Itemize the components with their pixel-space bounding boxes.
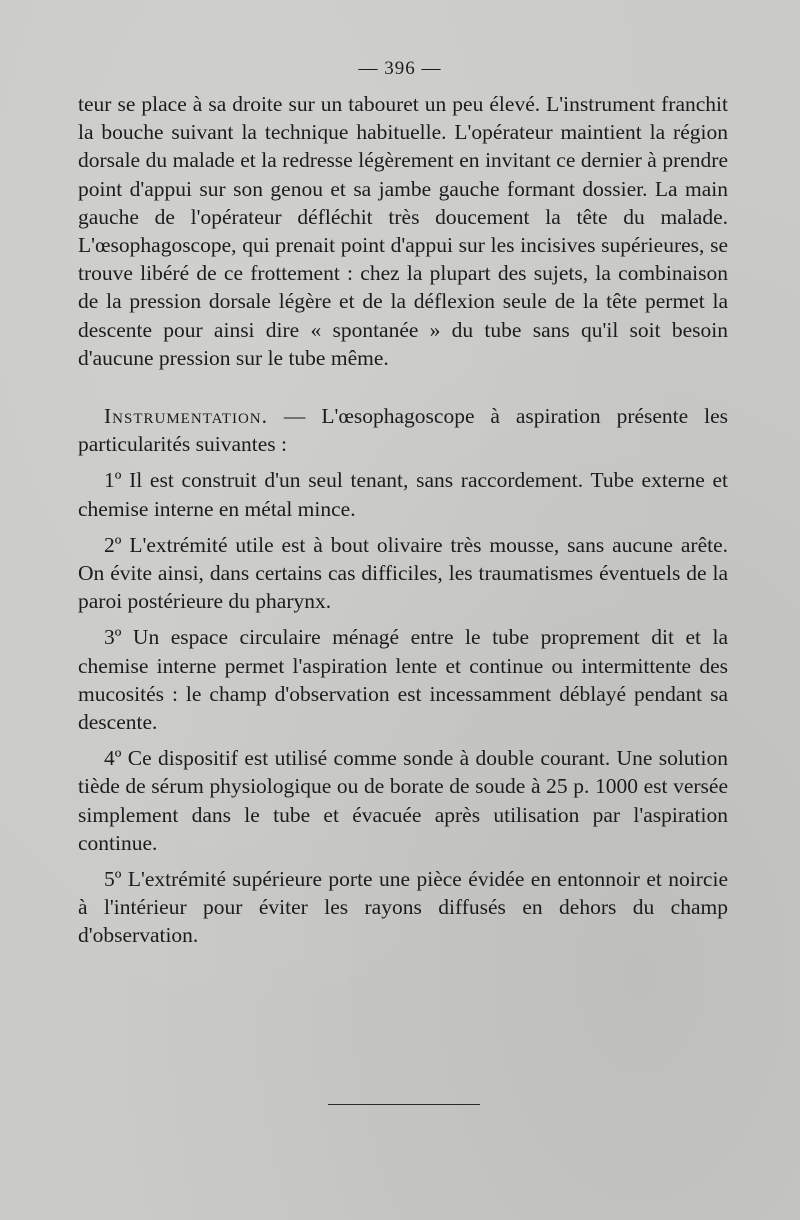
section-intro: — L'œsophagoscope à aspiration présente les particularités suivantes : xyxy=(78,404,728,457)
list-item: 3º Un espace circulaire ménagé entre le tube proprement dit et la chemise interne permet l'aspiration lente et continue ou intermittente des mucosités : le champ d'observation est incessamment déblayé pendant sa descente. xyxy=(78,625,728,735)
end-rule xyxy=(328,1104,480,1105)
list-item: 2º L'extrémité utile est à bout olivaire très mousse, sans aucune arête. On évite ainsi, dans certains cas difficiles, les traumatismes éventuels de la paroi postérieure du pharynx. xyxy=(78,532,728,614)
list-item: 5º L'extrémité supérieure porte une pièce évidée en entonnoir et noircie à l'intérieur pour éviter les rayons diffusés en dehors du champ d'observation. xyxy=(78,867,728,948)
list-item: 4º Ce dispositif est utilisé comme sonde à double courant. Une solution tiède de sérum physiologique ou de borate de soude à 25 p. 1000 est versée simplement dans le tube et évacuée après utilisation par l'aspiration continue. xyxy=(78,746,728,855)
body-text xyxy=(78,90,728,950)
section-heading: Instrumentation. xyxy=(104,404,268,429)
section-paragraph xyxy=(78,402,728,458)
list-item: 1º Il est construit d'un seul tenant, sans raccordement. Tube externe et chemise interne en métal mince. xyxy=(78,468,728,521)
page-number: — 396 — xyxy=(358,58,442,79)
opening-paragraph: teur se place à sa droite sur un tabouret un peu élevé. L'instrument franchit la bouche suivant la technique habituelle. L'opérateur maintient la région dorsale du malade et la redresse légèrement en invitant ce dernier à prendre point d'appui sur son genou et sa jambe gauche formant dossier. La main gauche de l'opérateur défléchit très doucement la tête du malade. L'œsophagoscope, qui prenait point d'appui sur les incisives supérieures, se trouve libéré de ce frottement : chez la plupart des sujets, la combinaison de la pression dorsale légère et de la déflexion seule de la tête permet la descente pour ainsi dire « spontanée » du tube sans qu'il soit besoin d'aucune pression sur le tube même. xyxy=(78,92,728,370)
